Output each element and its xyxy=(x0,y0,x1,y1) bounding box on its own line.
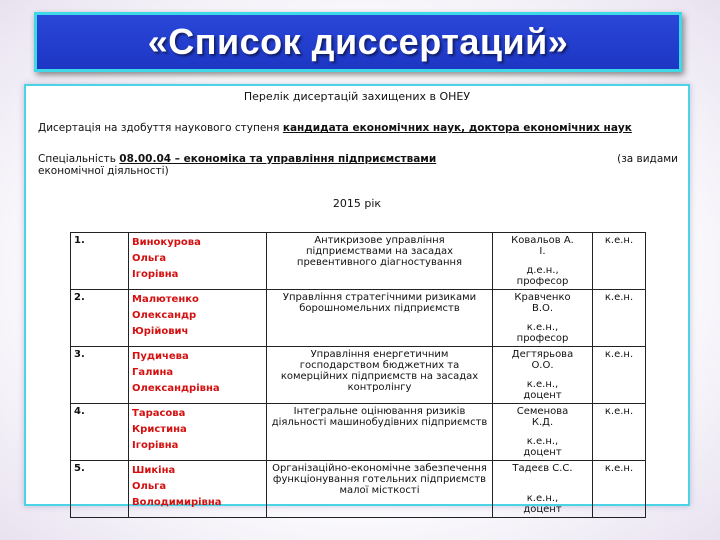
row-number: 3. xyxy=(71,347,129,404)
advisor-part: доцент xyxy=(523,447,562,458)
advisor-part: к.е.н., xyxy=(526,436,559,447)
degree-prefix: Дисертація на здобуття наукового ступеня xyxy=(38,122,280,134)
advisor-part: к.е.н., xyxy=(526,493,559,504)
author-name-part: Олександр xyxy=(132,310,197,321)
degree-value: кандидата економічних наук, доктора економічних наук xyxy=(282,122,632,134)
author-name-part: Ігорівна xyxy=(132,440,179,451)
advisor-part: О.О. xyxy=(531,360,554,371)
table-row xyxy=(71,461,646,518)
author-name-part: Тарасова xyxy=(132,408,186,419)
advisor xyxy=(493,347,593,404)
advisor-part: доцент xyxy=(523,504,562,515)
author-name-part: Володимирівна xyxy=(132,497,222,508)
table-row xyxy=(71,290,646,347)
author-name-part: Ольга xyxy=(132,253,167,264)
advisor-part: д.е.н., xyxy=(526,265,559,276)
author-name-part: Галина xyxy=(132,367,174,378)
dissertation-topic: Управління енергетичним господарством бюджетних та комерційних підприємств на засадах контролінгу xyxy=(267,347,493,404)
document-heading: Перелік дисертацій захищених в ОНЕУ xyxy=(243,90,471,103)
dissertations-table xyxy=(70,232,646,518)
author-name-part: Олександрівна xyxy=(132,383,220,394)
dissertation-topic: Управління стратегічними ризиками борошномельних підприємств xyxy=(267,290,493,347)
author-name-part: Малютенко xyxy=(132,294,199,305)
awarded-degree: к.е.н. xyxy=(593,404,646,461)
specialty-note: (за видами xyxy=(617,153,678,165)
year-heading: 2015 рік xyxy=(332,197,382,210)
degree-line xyxy=(38,122,638,135)
advisor-part: К.Д. xyxy=(531,417,554,428)
awarded-degree: к.е.н. xyxy=(593,290,646,347)
awarded-degree: к.е.н. xyxy=(593,461,646,518)
advisor-part: доцент xyxy=(523,390,562,401)
awarded-degree: к.е.н. xyxy=(593,233,646,290)
dissertation-topic: Організаційно-економічне забезпечення функціонування готельних підприємств малої місткості xyxy=(267,461,493,518)
advisor-part: к.е.н., xyxy=(526,322,559,333)
specialty-prefix: Спеціальність xyxy=(38,153,116,165)
advisor-part: В.О. xyxy=(531,303,554,314)
advisor-part: І. xyxy=(539,246,546,257)
slide-title: «Список диссертаций» xyxy=(147,21,569,62)
awarded-degree: к.е.н. xyxy=(593,347,646,404)
table-row xyxy=(71,404,646,461)
advisor-part: професор xyxy=(516,276,569,287)
row-number: 2. xyxy=(71,290,129,347)
advisor xyxy=(493,290,593,347)
author-name-part: Винокурова xyxy=(132,237,201,248)
author-name-part: Юрійович xyxy=(132,326,189,337)
advisor-part: Тадеєв С.С. xyxy=(512,463,573,474)
author-name xyxy=(129,461,267,518)
advisor xyxy=(493,461,593,518)
author-name-part: Ігорівна xyxy=(132,269,179,280)
advisor xyxy=(493,404,593,461)
advisor-part: Дегтярьова xyxy=(511,349,574,360)
dissertation-topic: Антикризове управління підприємствами на засадах превентивного діагностування xyxy=(267,233,493,290)
author-name xyxy=(129,347,267,404)
advisor-part: Ковальов А. xyxy=(511,235,574,246)
author-name xyxy=(129,290,267,347)
author-name-part: Ольга xyxy=(132,481,167,492)
dissertation-topic: Інтегральне оцінювання ризиків діяльності машинобудівних підприємств xyxy=(267,404,493,461)
table-row xyxy=(71,233,646,290)
table-row xyxy=(71,347,646,404)
specialty-tail: економічної діяльності) xyxy=(38,165,169,177)
row-number: 4. xyxy=(71,404,129,461)
advisor-part: к.е.н., xyxy=(526,379,559,390)
advisor-part: Семенова xyxy=(516,406,569,417)
advisor-part xyxy=(496,474,589,485)
author-name xyxy=(129,233,267,290)
author-name-part: Шикіна xyxy=(132,465,176,476)
advisor xyxy=(493,233,593,290)
slide-title-bar xyxy=(34,12,682,72)
specialty-line xyxy=(38,153,678,177)
author-name xyxy=(129,404,267,461)
row-number: 5. xyxy=(71,461,129,518)
row-number: 1. xyxy=(71,233,129,290)
author-name-part: Пудичева xyxy=(132,351,189,362)
author-name-part: Кристина xyxy=(132,424,187,435)
specialty-value: 08.00.04 – економіка та управління підприємствами xyxy=(119,153,437,165)
advisor-part: професор xyxy=(516,333,569,344)
advisor-part: Кравченко xyxy=(514,292,571,303)
document-scan xyxy=(24,84,690,515)
